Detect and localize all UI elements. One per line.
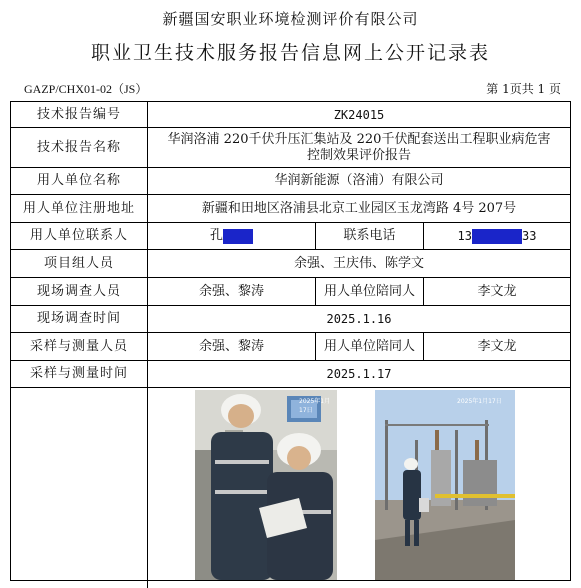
phone-suffix: 33: [522, 229, 537, 243]
org-name: 新疆国安职业环境检测评价有限公司: [162, 10, 419, 28]
phone-redaction: [472, 229, 522, 244]
label-sampling-time: 采样与测量时间: [29, 366, 128, 381]
photo-divider: [147, 388, 148, 588]
value-report-no: ZK24015: [147, 102, 570, 127]
label-phone: 联系电话: [315, 223, 423, 249]
row-photos: [11, 388, 570, 588]
photo-sampling-site: [375, 390, 515, 580]
report-name-line2: 控制效果评价报告: [306, 147, 411, 163]
photo-field-survey: [195, 390, 337, 580]
photo-left-timestamp: 2025年1月17日: [299, 398, 331, 414]
contact-name-redaction: [223, 229, 253, 244]
label-survey-staff: 现场调查人员: [36, 283, 121, 299]
value-survey-staff: 余强、黎涛: [147, 278, 315, 305]
value-contact-name: [147, 223, 315, 249]
value-unit-name: 华润新能源（洛浦）有限公司: [147, 168, 570, 194]
row-sampling-time: [11, 361, 570, 388]
value-survey-accomp: 李文龙: [423, 278, 570, 305]
row-unit-name: [11, 168, 570, 195]
label-contact: 用人单位联系人: [29, 228, 128, 243]
row-survey-time: [11, 306, 570, 333]
label-survey-time: 现场调查时间: [36, 311, 121, 326]
page-info: 第 1页共 1 页: [486, 82, 561, 96]
form-title: 职业卫生技术服务报告信息网上公开记录表: [90, 42, 490, 64]
value-unit-address: 新疆和田地区洛浦县北京工业园区玉龙湾路 4号 207号: [147, 195, 570, 222]
value-phone: [423, 223, 570, 249]
phone-prefix: 13: [457, 229, 472, 243]
label-report-no: 技术报告编号: [36, 106, 121, 122]
value-survey-time: 2025.1.16: [147, 306, 570, 332]
photo-field-survey-image: [195, 390, 337, 580]
row-unit-address: [11, 195, 570, 223]
value-sampling-time: 2025.1.17: [147, 361, 570, 387]
value-team: 余强、王庆伟、陈学文: [147, 250, 570, 277]
form-code: GAZP/CHX01-02（JS）: [24, 82, 148, 96]
row-contact: [11, 223, 570, 250]
photo-right-timestamp: 2025年1月17日: [457, 398, 502, 405]
value-sampling-staff: 余强、黎涛: [147, 333, 315, 360]
row-survey-staff: [11, 278, 570, 306]
row-sampling-staff: [11, 333, 570, 361]
label-report-name: 技术报告名称: [36, 139, 121, 155]
label-unit-name: 用人单位名称: [36, 173, 121, 188]
contact-name: 孔: [209, 228, 223, 243]
value-sampling-accomp: 李文龙: [423, 333, 570, 360]
label-unit-address: 用人单位注册地址: [22, 200, 135, 216]
report-name-line1: 华润洛浦 220千伏升压汇集站及 220千伏配套送出工程职业病危害: [167, 131, 551, 147]
row-report-name: [11, 128, 570, 168]
value-report-name: [147, 128, 570, 167]
label-sampling-accomp: 用人单位陪同人: [315, 333, 423, 360]
label-team: 项目组人员: [43, 255, 114, 271]
row-team: [11, 250, 570, 278]
row-report-no: [11, 102, 570, 128]
record-table: [10, 101, 571, 581]
photo-sampling-site-image: [375, 390, 515, 580]
label-survey-accomp: 用人单位陪同人: [315, 278, 423, 305]
label-sampling-staff: 采样与测量人员: [29, 338, 128, 354]
